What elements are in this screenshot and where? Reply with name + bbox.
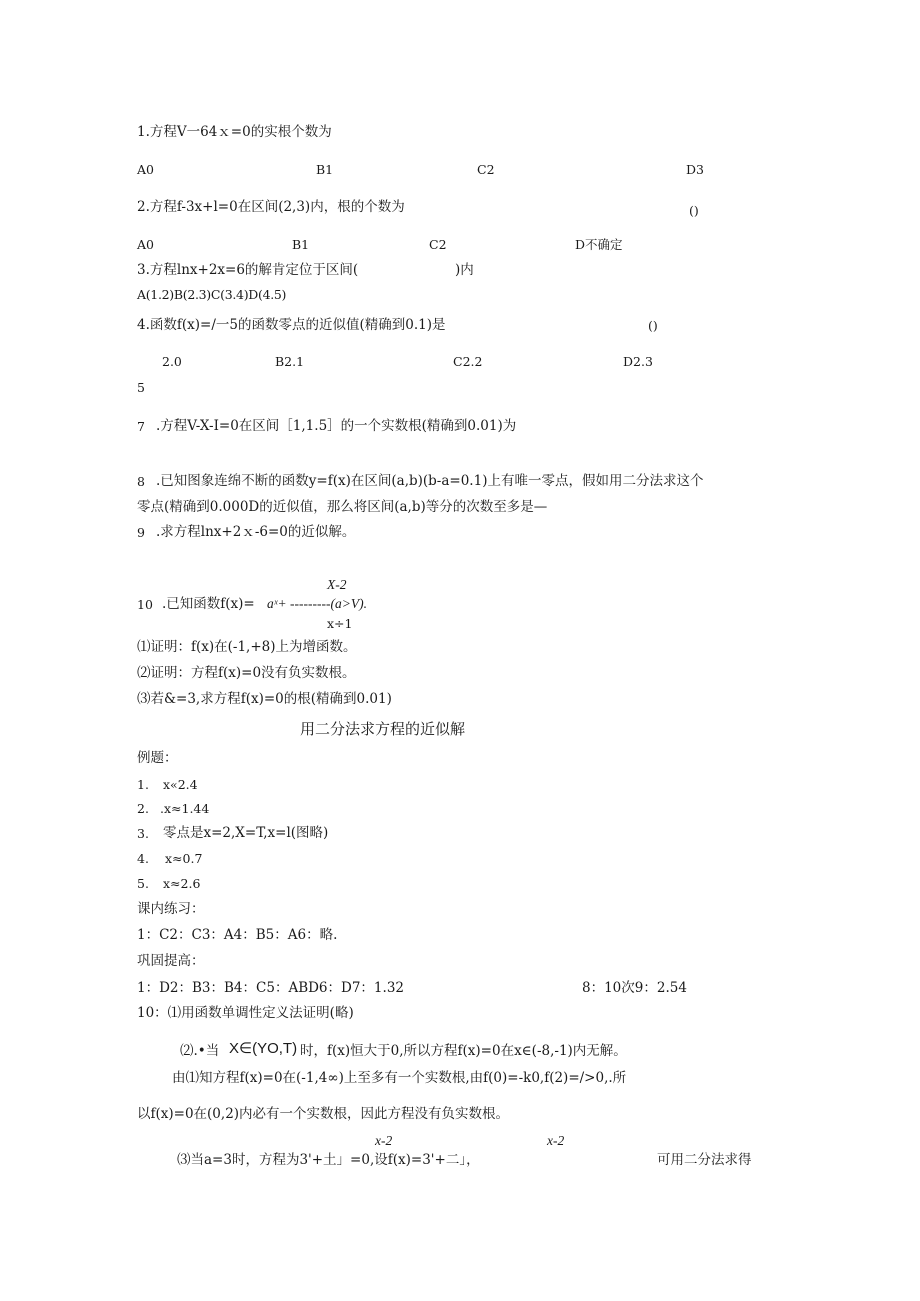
example-2-answer: .x≈1.44 — [160, 801, 210, 816]
practice-label: 课内练习： — [137, 901, 205, 917]
question-8-line-1: .已知图象连绵不断的函数y=f(x)在区间(a,b)(b-a=0.1)上有唯一零点，假如用二分法求这个 — [156, 473, 704, 489]
q2-option-d: D不确定 — [575, 237, 623, 252]
q4-option-c: C2.2 — [453, 354, 483, 369]
example-5-answer: x≈2.6 — [163, 876, 201, 891]
q10-fraction-denominator: x÷1 — [327, 616, 353, 631]
question-9-text: .求方程lnx+2ｘ-6=0的近似解。 — [156, 524, 356, 540]
q1-option-c: C2 — [477, 162, 495, 177]
q1-option-a: A0 — [137, 162, 154, 177]
q2-option-b: B1 — [292, 237, 310, 252]
example-1-number: 1. — [137, 777, 149, 792]
answer-10-part-1: 10：⑴用函数单调性定义法证明(略) — [137, 1005, 354, 1021]
example-3-answer: 零点是x=2,X=T,x=l(图略) — [163, 825, 329, 841]
question-3-stem-end: )内 — [455, 262, 474, 278]
example-3-number: 3. — [137, 826, 149, 841]
practice-answers: 1：C2：C3：A4：B5：A6：略. — [137, 927, 338, 943]
q10-fraction-numerator: X-2 — [327, 577, 347, 592]
question-5-number: 5 — [137, 380, 145, 395]
consolidate-answers-2: 8：10次9：2.54 — [582, 980, 687, 996]
q2-option-a: A0 — [137, 237, 154, 252]
question-1-stem: 1.方程V一64ｘ=0的实根个数为 — [137, 124, 332, 140]
answer-10-part-3-end: 可用二分法求得 — [657, 1152, 752, 1168]
q1-option-b: B1 — [316, 162, 334, 177]
examples-label: 例题： — [137, 750, 178, 766]
example-4-number: 4. — [137, 851, 149, 866]
question-10-number: 10 — [137, 597, 153, 612]
q4-option-d: D2.3 — [623, 354, 653, 369]
q3-options: A(1.2)B(2.3)C(3.4)D(4.5) — [137, 287, 287, 302]
q2-answer-paren: () — [689, 203, 699, 218]
question-4-stem: 4.函数f(x)=/一5的函数零点的近似值(精确到0.1)是 — [137, 317, 446, 333]
q2-option-c: C2 — [429, 237, 447, 252]
answer-10-line-3: 由⑴知方程f(x)=0在(-1,4∞)上至多有一个实数根,由f(0)=-k0,f(2)=/>0,.所 — [172, 1070, 627, 1086]
question-8-line-2: 零点(精确到0.000D的近似值，那么将区间(a,b)等分的次数至多是— — [137, 499, 548, 515]
answer-10-part-2-interval: X∈(YO,T) — [229, 1040, 298, 1057]
consolidate-answers-1: 1：D2：B3：B4：C5：ABD6：D7：1.32 — [137, 980, 404, 996]
example-4-answer: x≈0.7 — [165, 851, 203, 866]
question-10-part-1: ⑴证明：f(x)在(-1,+8)上为增函数。 — [137, 639, 357, 655]
q1-option-d: D3 — [686, 162, 704, 177]
question-10-part-2: ⑵证明：方程f(x)=0没有负实数根。 — [137, 665, 356, 681]
answer-10-fraction-2: x-2 — [547, 1133, 565, 1148]
q4-option-b: B2.1 — [275, 354, 305, 369]
question-10-text: .已知函数f(x)= — [162, 596, 255, 612]
question-3-stem-start: 3.方程lnx+2x=6的解肯定位于区间( — [137, 262, 359, 278]
q4-answer-paren: () — [648, 318, 658, 333]
example-5-number: 5. — [137, 876, 149, 891]
question-2-stem: 2.方程f-3x+l=0在区间(2,3)内，根的个数为 — [137, 199, 405, 215]
question-10-part-3: ⑶若&=3,求方程f(x)=0的根(精确到0.01) — [137, 691, 392, 707]
example-1-answer: x«2.4 — [163, 777, 198, 792]
example-2-number: 2. — [137, 801, 149, 816]
question-8-number: 8 — [137, 474, 145, 489]
answer-10-line-4: 以f(x)=0在(0,2)内必有一个实数根，因此方程没有负实数根。 — [137, 1106, 510, 1122]
q10-formula: aˣ+ ---------(a>V). — [267, 596, 367, 611]
consolidate-label: 巩固提高： — [137, 953, 205, 969]
answer-10-part-3: ⑶当a=3时，方程为3'+土」=0,设f(x)=3'+二」， — [177, 1152, 480, 1168]
answer-10-part-2-start: ⑵.•当 — [180, 1043, 220, 1059]
question-7-text: .方程V-X-I=0在区间［1,1.5］的一个实数根(精确到0.01)为 — [156, 418, 517, 434]
answer-10-part-2-end: 时，f(x)恒大于0,所以方程f(x)=0在x∈(-8,-1)内无解。 — [300, 1043, 627, 1059]
question-7-number: 7 — [137, 419, 145, 434]
question-9-number: 9 — [137, 525, 145, 540]
q4-option-a: 2.0 — [162, 354, 182, 369]
answers-title: 用二分法求方程的近似解 — [300, 721, 466, 738]
answer-10-fraction-1: x-2 — [375, 1133, 393, 1148]
